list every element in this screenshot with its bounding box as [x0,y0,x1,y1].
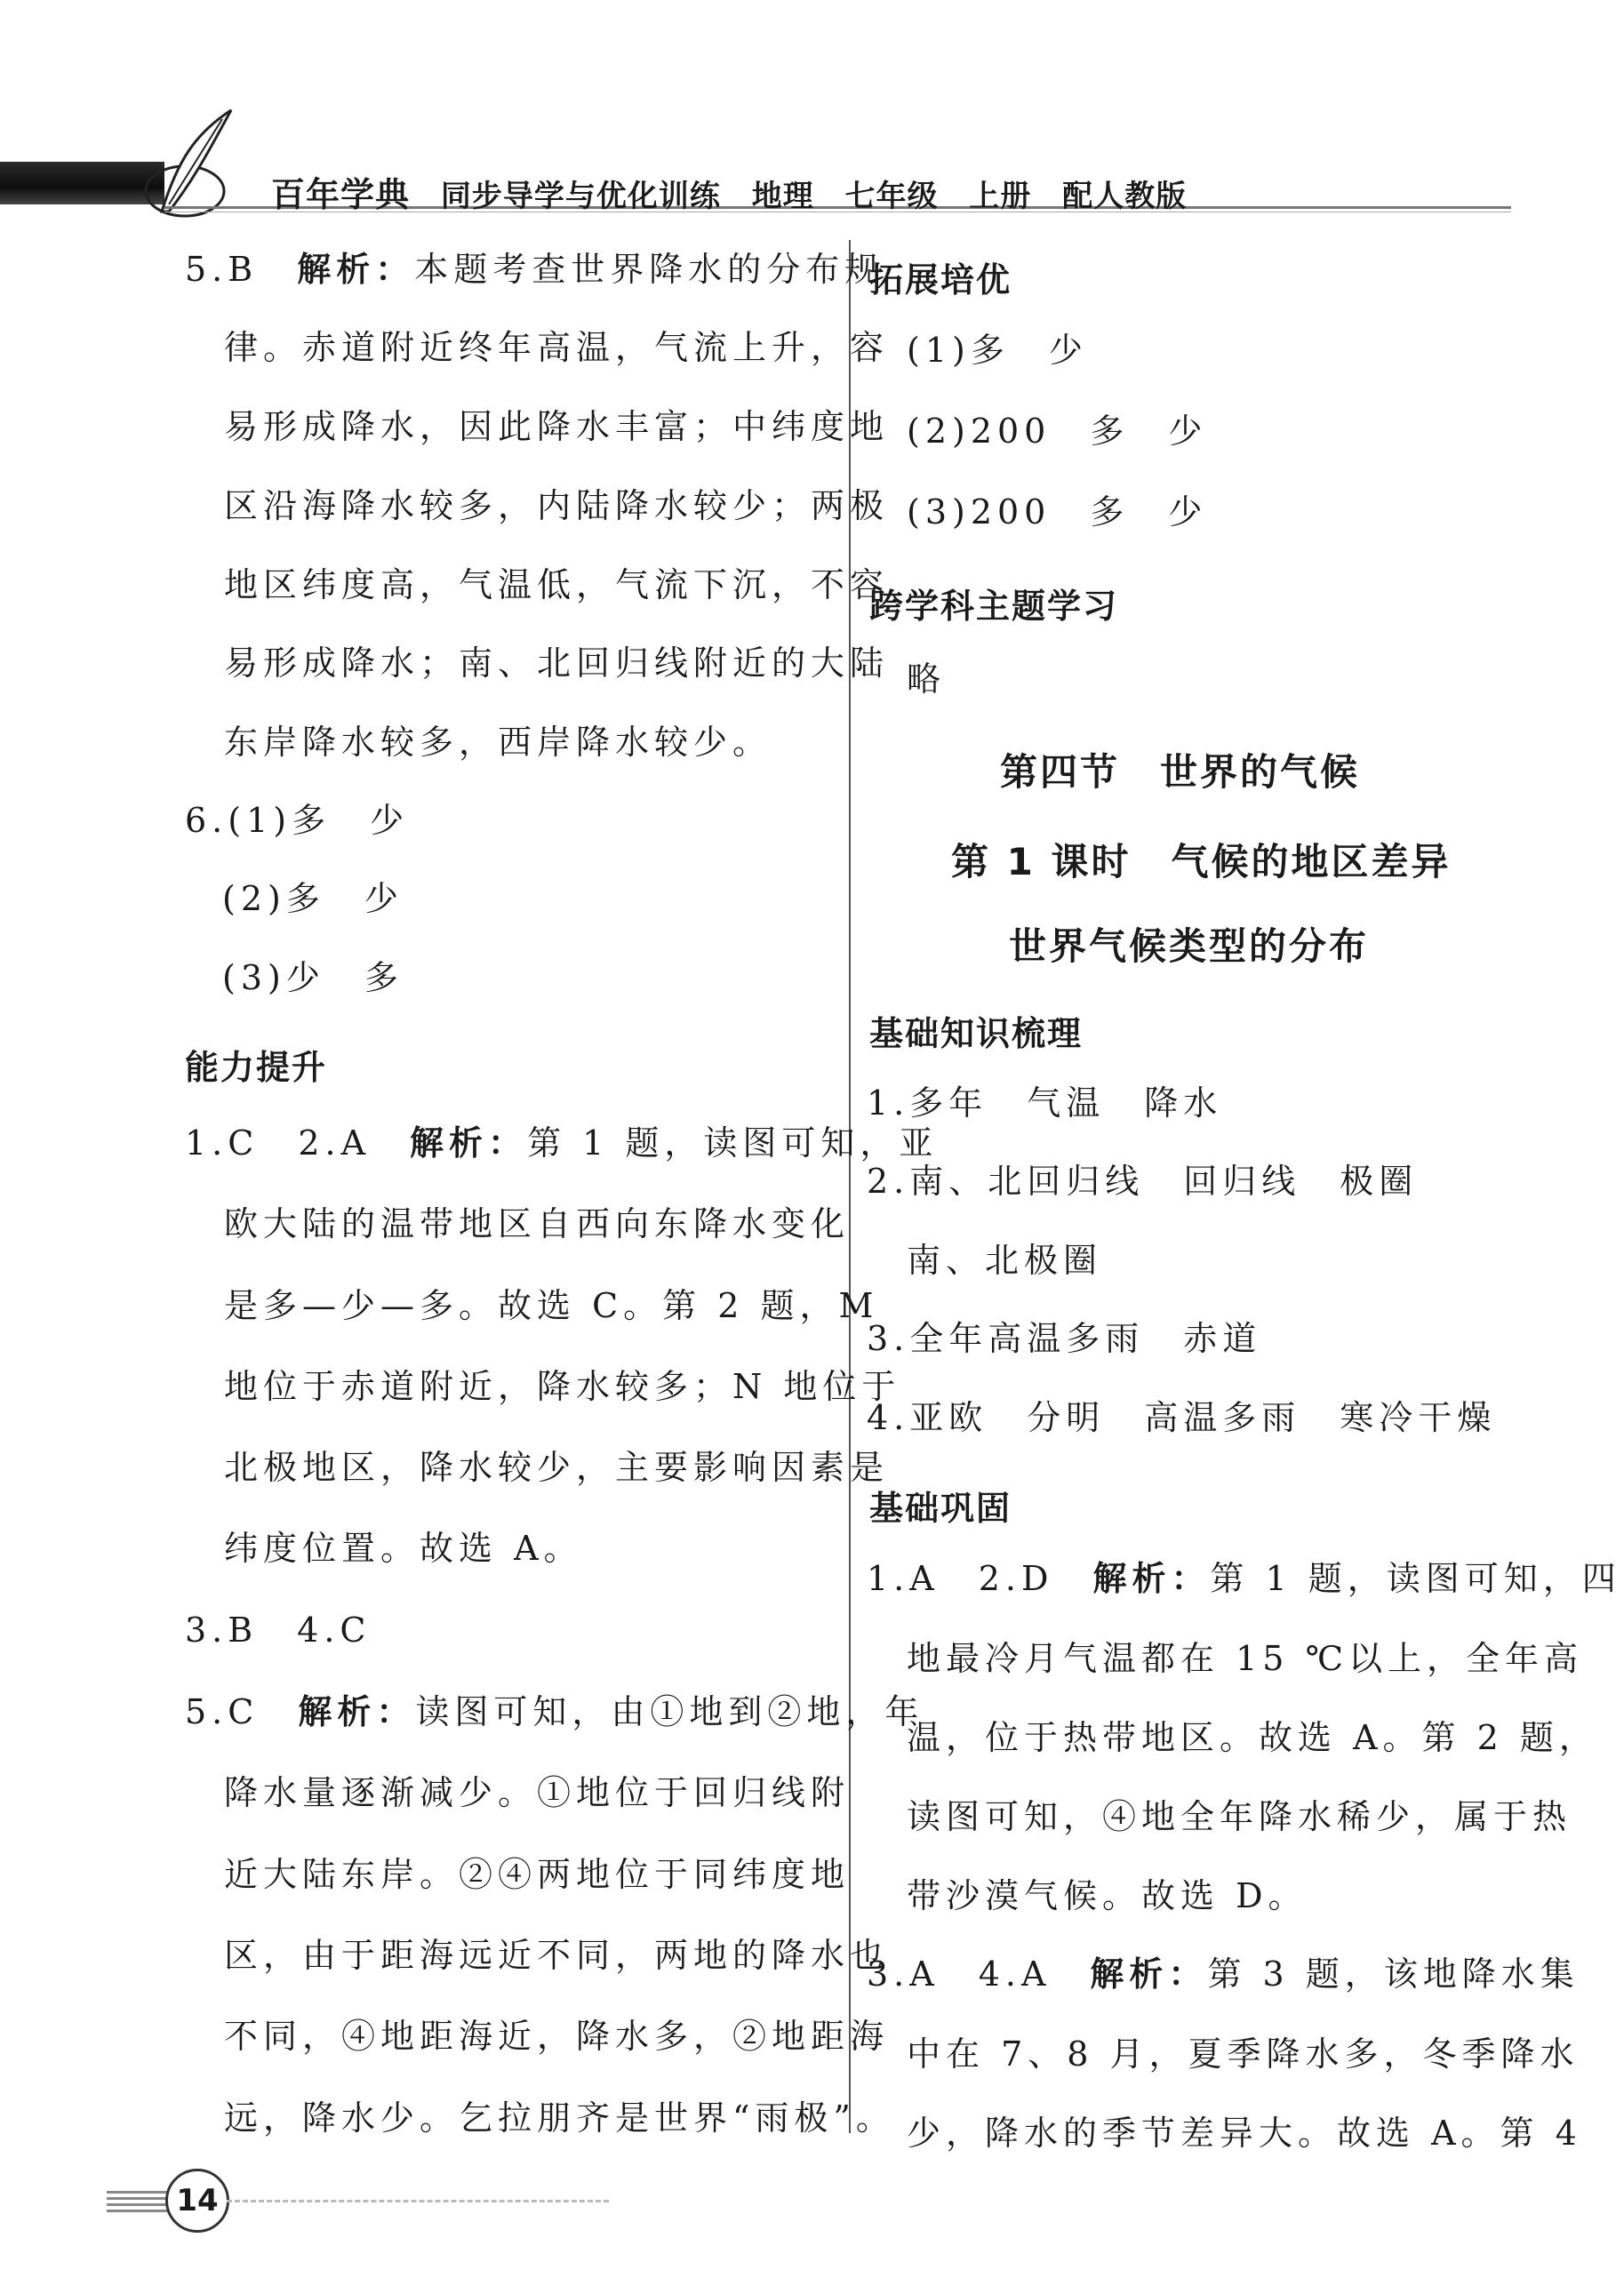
footer-decor-stripes [107,2191,169,2212]
answer-line: 温，位于热带地区。故选 A。第 2 题， [907,1718,1598,1757]
answer-line: 第 1 题，读图可知，亚 [527,1123,939,1163]
expand-answer-3: (3)200 多 少 [907,492,1208,532]
analysis-label: 解析： [1092,1559,1211,1598]
answer-line: 不同，④地距海近，降水多，②地距海 [224,2017,890,2056]
section-heading: 拓展培优 [869,260,1012,300]
answer-line: 本题考查世界降水的分布规 [414,250,884,289]
answer-line: 区沿海降水较多，内陆降水较少；两极 [224,486,890,525]
answer-5c: 5.C 解析：读图可知，由①地到②地，年 [185,1692,924,1731]
answer-line: 地最冷月气温都在 15 ℃以上，全年高 [907,1639,1584,1678]
analysis-label: 解析： [297,250,415,289]
header-decor-bar [0,162,164,204]
answer-line: 第 1 题，读图可知，四 [1210,1559,1621,1598]
expand-answer-2: (2)200 多 少 [907,412,1208,451]
analysis-label: 解析： [298,1692,416,1731]
answer-line: 第 3 题，该地降水集 [1207,1954,1580,1994]
quill-pen-icon [142,107,240,222]
answer-line: 区，由于距海远近不同，两地的降水也 [224,1936,890,1975]
answer-line: 欧大陆的温带地区自西向东降水变化 [224,1204,851,1243]
answer-line: 地位于赤道附近，降水较多；N 地位于 [224,1367,901,1406]
edition: 配人教版 [1062,179,1188,214]
basic-answer-2: 2.南、北回归线 回归线 极圈 [867,1162,1419,1201]
answer-5: 5.B 解析：本题考查世界降水的分布规 [185,250,884,289]
answer-6-3: (3)少 多 [222,958,404,997]
chapter-title: 第四节 世界的气候 [1000,750,1361,794]
answer-line: 易形成降水，因此降水丰富；中纬度地 [224,407,890,446]
basic-answer-4: 4.亚欧 分明 高温多雨 寒冷干燥 [867,1398,1497,1437]
answer-line: 是多—少—多。故选 C。第 2 题，M [224,1286,879,1325]
basic-answer-2-cont: 南、北极圈 [907,1241,1103,1280]
answer-line: 带沙漠气候。故选 D。 [907,1876,1308,1915]
consolidate-answer-1-2: 1.A 2.D 解析：第 1 题，读图可知，四 [867,1559,1621,1598]
section-heading: 基础巩固 [869,1489,1012,1528]
consolidate-answer-3-4: 3.A 4.A 解析：第 3 题，该地降水集 [867,1954,1580,1994]
answer-line: 远，降水少。乞拉朋齐是世界“雨极”。 [224,2098,895,2138]
grade: 七年级 [844,179,939,214]
answer-line: 北极地区，降水较少，主要影响因素是 [224,1448,890,1487]
section-heading: 能力提升 [185,1048,328,1087]
lesson-title: 第 1 课时 气候的地区差异 [951,840,1452,883]
footer-dashed-line [227,2200,609,2202]
answer-line: 近大陆东岸。②④两地位于同纬度地 [224,1855,851,1894]
running-header [271,167,1206,216]
answer-line: 地区纬度高，气温低，气流下沉，不容 [224,565,890,604]
answer-1-2: 1.C 2.A 解析：第 1 题，读图可知，亚 [185,1123,939,1163]
answer-6-2: (2)多 少 [222,879,404,918]
analysis-label: 解析： [410,1123,528,1163]
answer-line: 纬度位置。故选 A。 [224,1529,583,1568]
answer-line: 律。赤道附近终年高温，气流上升，容 [224,328,890,367]
answer-line: 少，降水的季节差异大。故选 A。第 4 [907,2114,1582,2153]
cross-answer: 略 [907,659,947,699]
volume: 上册 [969,179,1032,214]
brand-name: 百年学典 [271,175,411,214]
answer-line: 易形成降水；南、北回归线附近的大陆 [224,643,890,683]
expand-answer-1: (1)多 少 [907,331,1088,370]
analysis-label: 解析： [1090,1954,1208,1994]
answer-line: 中在 7、8 月，夏季降水多，冬季降水 [907,2034,1580,2074]
basic-answer-1: 1.多年 气温 降水 [867,1083,1223,1123]
page-number: 14 [165,2169,229,2233]
lesson-subtitle: 世界气候类型的分布 [1009,924,1370,968]
answer-line: 读图可知，④地全年降水稀少，属于热 [907,1797,1572,1836]
answer-line: 东岸降水较多，西岸降水较少。 [224,723,772,762]
answer-line: 读图可知，由①地到②地，年 [415,1692,924,1731]
subject: 地理 [751,179,814,214]
section-heading: 基础知识梳理 [869,1014,1084,1053]
answer-line: 降水量逐渐减少。①地位于回归线附 [224,1773,851,1812]
book-title: 同步导学与优化训练 [440,179,721,214]
answer-6-1: 6.(1)多 少 [185,801,410,840]
basic-answer-3: 3.全年高温多雨 赤道 [867,1319,1262,1358]
answer-3-4: 3.B 4.C [185,1611,372,1650]
section-heading: 跨学科主题学习 [869,587,1119,626]
